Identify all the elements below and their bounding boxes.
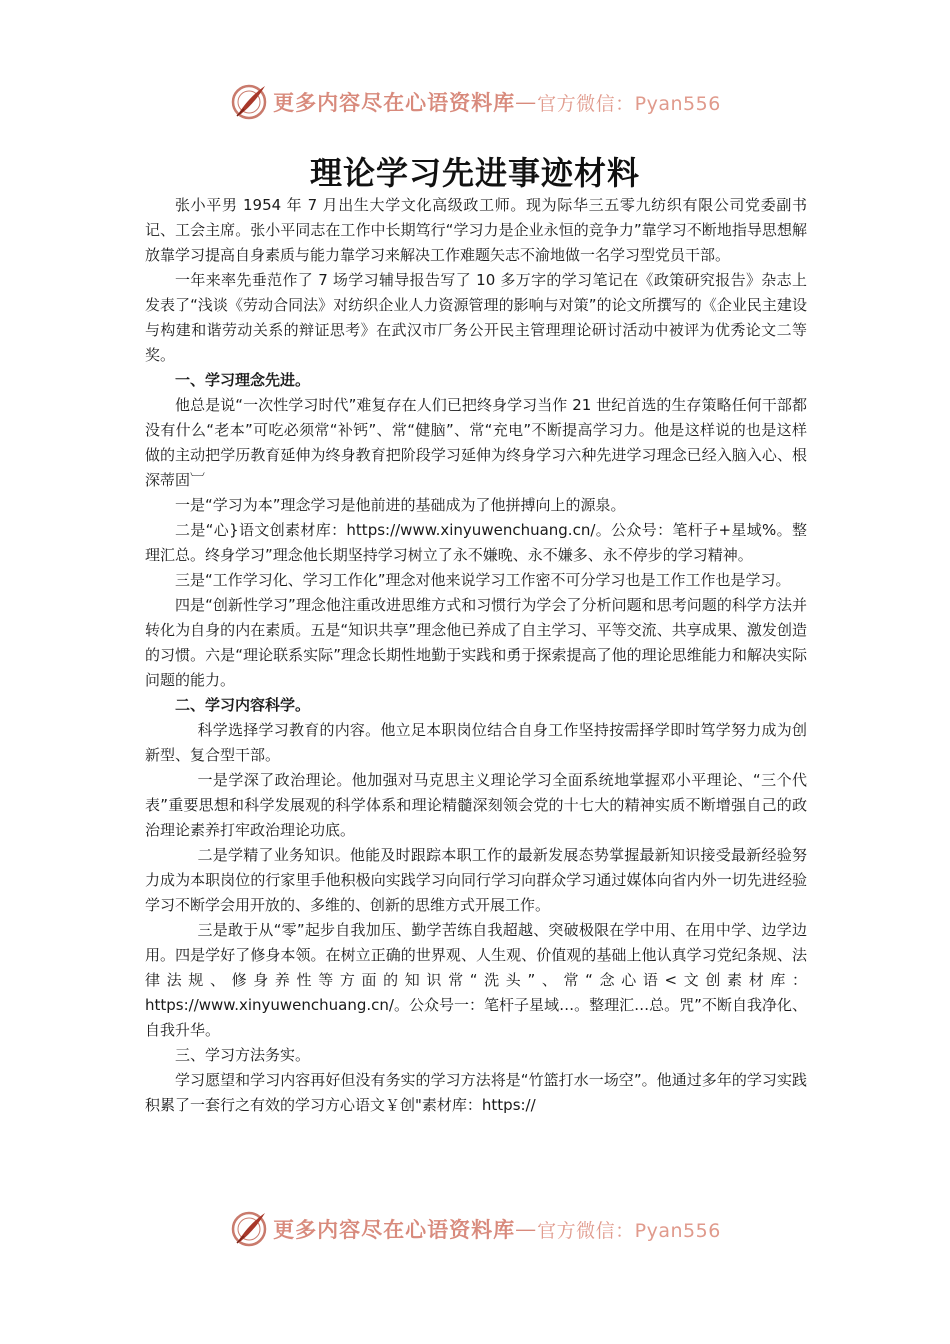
section-heading: 一、学习理念先进。 [175, 371, 311, 389]
document-title: 理论学习先进事迹材料 [309, 154, 640, 192]
banner-separator: — [515, 1217, 538, 1241]
paragraph: 二是“心}语文创素材库：https://www.xinyuwenchuang.cn/。公众号：笔杆子+星域%。整理汇总。终身学习”理念他长期坚持学习树立了永不嫌晚、永不嫌多、永不停步的学习精神。 [145, 521, 807, 564]
footer-banner [0, 1207, 950, 1251]
header-banner [0, 80, 950, 124]
paragraph: 一年来率先垂范作了 7 场学习辅导报告写了 10 多万字的学习笔记在《政策研究报告》杂志上发表了“浅谈《劳动合同法》对纺织企业人力资源管理的影响与对策”的论文所撰写的《企业民主建设与构建和谐劳动关系的辩证思考》在武汉市厂务公开民主管理理论研讨活动中被评为优秀论文二等奖。 [145, 271, 807, 364]
paragraph: 四是“创新性学习”理念他注重改进思维方式和习惯行为学会了分析问题和思考问题的科学方法并转化为自身的内在素质。五是“知识共享”理念他已养成了自主学习、平等交流、共享成果、激发创造的习惯。六是“理论联系实际”理念长期性地勤于实践和勇于探索提高了他的理论思维能力和解决实际问题的能力。 [145, 596, 807, 689]
paragraph: 科学选择学习教育的内容。他立足本职岗位结合自身工作坚持按需择学即时笃学努力成为创新型、复合型干部。 [145, 721, 807, 764]
paragraph: 二是学精了业务知识。他能及时跟踪本职工作的最新发展态势掌握最新知识接受最新经验努力成为本职岗位的行家里手他积极向实践学习向同行学习向群众学习通过媒体向省内外一切先进经验学习不断学会用开放的、多维的、创新的思维方式开展工作。 [145, 846, 807, 914]
paragraph: 一是学深了政治理论。他加强对马克思主义理论学习全面系统地掌握邓小平理论、“三个代表”重要思想和科学发展观的科学体系和理论精髓深刻领会党的十七大的精神实质不断增强自己的政治理论素养打牢政治理论功底。 [145, 771, 807, 839]
banner-text: 更多内容尽在心语资料库 [273, 1217, 516, 1242]
banner-contact: 官方微信：Pyan556 [537, 92, 721, 115]
quill-pen-icon [229, 82, 269, 122]
paragraph: 学习愿望和学习内容再好但没有务实的学习方法将是“竹篮打水一场空”。他通过多年的学习实践积累了一套行之有效的学习方心语文￥创"素材库：https:// [145, 1071, 807, 1114]
banner-text: 更多内容尽在心语资料库 [273, 90, 516, 115]
quill-pen-icon [229, 1209, 269, 1249]
paragraph: 张小平男 1954 年 7 月出生大学文化高级政工师。现为际华三五零九纺织有限公司党委副书记、工会主席。张小平同志在工作中长期笃行“学习力是企业永恒的竞争力”靠学习不断地指导思想解放靠学习提高自身素质与能力靠学习来解决工作难题矢志不渝地做一名学习型党员干部。 [145, 196, 807, 264]
paragraph: 三是敢于从“零”起步自我加压、勤学苦练自我超越、突破极限在学中用、在用中学、边学边用。四是学好了修身本领。在树立正确的世界观、人生观、价值观的基础上他认真学习党纪条规、法律法规、修身养性等方面的知识常“洗头”、常“念心语<文创素材库：https://www.xinyuwenchuang.cn/。公众号一：笔杆子星域…。整理汇…总。咒”不断自我净化、自我升华。 [145, 921, 807, 1039]
section-heading: 二、学习内容科学。 [175, 696, 311, 714]
banner-contact: 官方微信：Pyan556 [537, 1219, 721, 1242]
paragraph: 三是“工作学习化、学习工作化”理念对他来说学习工作密不可分学习也是工作工作也是学习。 [175, 571, 791, 589]
document-body [145, 193, 807, 1118]
paragraph: 一是“学习为本”理念学习是他前进的基础成为了他拼搏向上的源泉。 [175, 496, 626, 514]
paragraph: 他总是说“一次性学习时代”难复存在人们已把终身学习当作 21 世纪首选的生存策略任何干部都没有什么“老本”可吃必须常“补钙”、常“健脑”、常“充电”不断提高学习力。他是这样说的也是这样做的主动把学历教育延伸为终身教育把阶段学习延伸为终身学习六种先进学习理念已经入脑入心、根深蒂固︺ [145, 396, 807, 489]
banner-separator: — [515, 90, 538, 114]
section-heading-plain: 三、学习方法务实。 [175, 1046, 311, 1064]
